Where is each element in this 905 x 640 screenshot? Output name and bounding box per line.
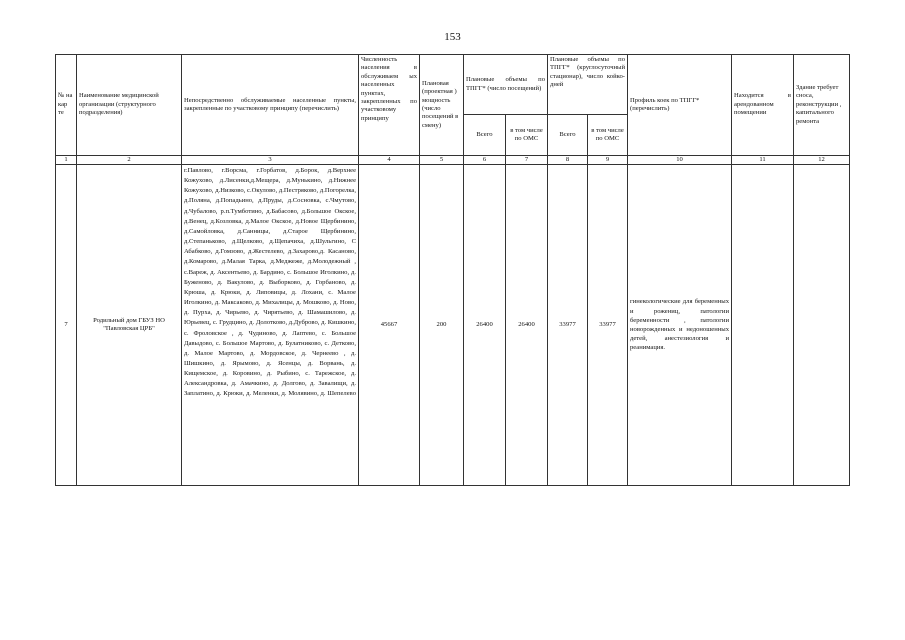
column-number: 6	[464, 156, 506, 165]
row-bed-profile: гинекологические для беременных и рожениц, патологии беременности , патологии новорожденных и недоношенных детей, анестезиология и реанимация.	[628, 165, 732, 486]
row-visits-total: 26400	[464, 165, 506, 486]
column-numbers-row	[56, 156, 850, 165]
header-needs-repair: Здание требует сноса, реконструкции , капитального ремонта	[794, 55, 850, 156]
row-rented	[732, 165, 794, 486]
header-visits-group: Плановые объемы по ТПГГ* (число посещений)	[464, 55, 548, 115]
column-number: 5	[420, 156, 464, 165]
header-bed-days-oms: в том числе по ОМС	[588, 115, 628, 156]
column-number: 7	[506, 156, 548, 165]
row-number: 7	[56, 165, 77, 486]
column-number: 12	[794, 156, 850, 165]
column-number: 10	[628, 156, 732, 165]
column-number: 11	[732, 156, 794, 165]
header-capacity: Плановая (проектная ) мощность (число посещений в смену)	[420, 55, 464, 156]
header-visits-oms: в том числе по ОМС	[506, 115, 548, 156]
header-organization: Наименование медицинской организации (структурного подразделения)	[77, 55, 182, 156]
header-number: № на кар те	[56, 55, 77, 156]
column-number: 1	[56, 156, 77, 165]
header-bed-days-group: Плановые объемы по ТПГГ* (круглосуточный стационар), число койко-дней	[548, 55, 628, 115]
header-rented: Находится в арендованном помещении	[732, 55, 794, 156]
header-row-1	[56, 55, 850, 115]
header-population: Численность населения в обслуживаем ых населенных пунктах, закрепленных по участковому принципу	[359, 55, 420, 156]
page-number: 153	[444, 31, 461, 43]
header-visits-total: Всего	[464, 115, 506, 156]
row-bed-days-oms: 33977	[588, 165, 628, 486]
column-number: 9	[588, 156, 628, 165]
column-number: 4	[359, 156, 420, 165]
header-bed-days-total: Всего	[548, 115, 588, 156]
row-population: 45667	[359, 165, 420, 486]
row-organization: Родильный дом ГБУЗ НО "Павловская ЦРБ"	[77, 165, 182, 486]
header-bed-profile: Профиль коек по ТПГГ* (перечислить)	[628, 55, 732, 156]
row-visits-oms: 26400	[506, 165, 548, 486]
medical-organizations-table	[55, 54, 850, 486]
column-number: 3	[182, 156, 359, 165]
row-capacity: 200	[420, 165, 464, 486]
row-needs-repair	[794, 165, 850, 486]
row-bed-days-total: 33977	[548, 165, 588, 486]
column-number: 2	[77, 156, 182, 165]
table-row	[56, 165, 850, 486]
row-settlements: г.Павлово, г.Ворсма, г.Горбатов, д.Борок, д.Верхнее Кожухово, д.Лисенки,д.Мещера, д.Мунькино, д.Нижнее Кожухово, д.Низково, с.Окулово, д.Пестряково, д.Погорелка, д.Поляна, д.Попадьино, д.Пруды, д.Сосновка, с.Чмутово, д.Чубалово, р.п.Тумботино, д.Бабасово, д.Большое Окское, д.Венец, д.Козловка, д.Малое Окское, д.Новое Щербинино, д.Самойловка, д.Санницы, д.Старое Щербинино, д.Степаньково, д.Щелково, д.Щепачиха, д.Шульгино, С Абабково, д.Гомзово, д.Жестелево, д.Захарово,д. Касаново, д.Комарово, д.Малая Тарка, д.Меджеже, д.Молодежный , с.Вареж, д. Аксентьево, д. Бардино, с. Большое Иголкино, д. Буженово, д. Вакулово, д. Выборково, д. Горбаново, д. Крюша, д. Крюки, д. Липовицы, д. Лохани, с. Малое Иголкино, д. Максаково, д. Михалицы, д. Мошково, д. Ново, д. Пурха, д. Чирьево, д. Чирятьево, д. Шамашилово, д. Юрьевец, с. Грудцино, д. Долотково, д.Дуброво, д. Кишкино, с. Фроловское , д. Чудиново, д. Лаптево, с. Большое Давыдово, с. Большое Мартово, д. Булатниково, с. Детково, д. Малое Мартово, д. Мордовское, д. Чернеево , д. Шишкино, д. Ярымово, д. Ясенцы, д. Ворвань, д. Кищемское, д. Коровино, д. Рыбино, с. Тарежское, д. Александровка, д. Амачкино, д. Долгово, д. Завалищи, д. Заплатино, д. Крюки, д. Меленки, д. Молявино, д. Шепелево	[182, 165, 359, 486]
column-number: 8	[548, 156, 588, 165]
header-settlements: Непосредственно обслуживаемые населенные пункты, закрепленные по участковому принципу (перечислить)	[182, 55, 359, 156]
